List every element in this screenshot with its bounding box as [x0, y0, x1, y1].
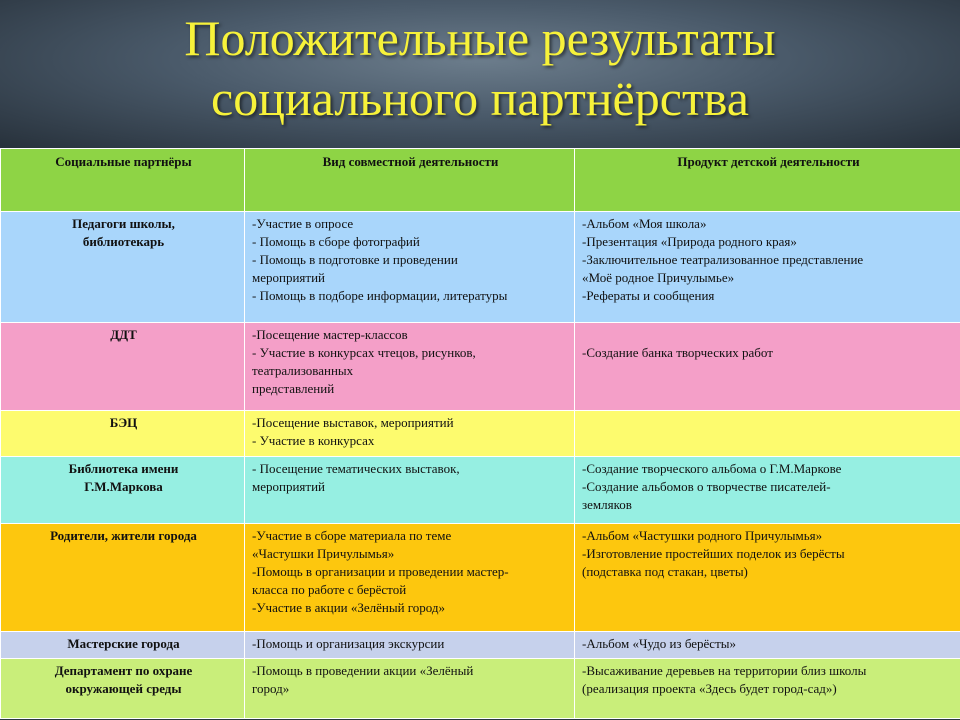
activity-cell [245, 659, 575, 719]
table-row [1, 659, 960, 719]
partner-name: Педагоги школы, [72, 216, 175, 231]
product-line: -Презентация «Природа родного края» [582, 234, 797, 249]
slide-title-line-1: Положительные результаты [184, 10, 776, 66]
table-row [1, 524, 960, 632]
activity-cell [245, 323, 575, 411]
partner-name: Г.М.Маркова [84, 479, 163, 494]
partner-name: Департамент по охране [54, 663, 193, 678]
table-row [1, 323, 960, 411]
product-line: -Создание альбомов о творчестве писателей- [582, 479, 831, 494]
activity-line: -Помощь и организация экскурсии [252, 636, 445, 651]
partner-name: библиотекарь [82, 234, 165, 249]
product-cell [575, 524, 960, 632]
product-line: «Моё родное Причулымье» [582, 270, 735, 285]
partner-name: Мастерские города [67, 636, 180, 651]
product-cell [575, 632, 960, 659]
activity-line: - Помощь в подготовке и проведении [252, 252, 458, 267]
activity-cell [245, 457, 575, 524]
activity-line: представлений [252, 381, 335, 396]
product-line: -Высаживание деревьев на территории близ школы [582, 663, 867, 678]
product-cell [575, 457, 960, 524]
title-band [0, 0, 960, 148]
product-line: -Альбом «Чудо из берёсты» [582, 636, 736, 651]
product-cell [575, 212, 960, 323]
activity-cell [245, 411, 575, 457]
activity-line: - Помощь в сборе фотографий [252, 234, 420, 249]
activity-line: -Участие в акции «Зелёный город» [252, 600, 446, 615]
product-cell [575, 323, 960, 411]
table-row [1, 212, 960, 323]
partner-name: окружающей среды [65, 681, 182, 696]
activity-line: -Помощь в организации и проведении мастер- [252, 564, 509, 579]
partner-cell [1, 524, 245, 632]
table-row [1, 457, 960, 524]
activity-line: мероприятий [252, 270, 325, 285]
activity-line: -Помощь в проведении акции «Зелёный [252, 663, 474, 678]
header-activity: Вид совместной деятельности [245, 149, 575, 212]
partner-cell [1, 632, 245, 659]
partner-name: Библиотека имени [68, 461, 179, 476]
product-cell [575, 659, 960, 719]
header-partners: Социальные партнёры [1, 149, 245, 212]
activity-cell [245, 524, 575, 632]
activity-line: - Участие в конкурсах чтецов, рисунков, [252, 345, 476, 360]
product-line: -Создание банка творческих работ [582, 345, 773, 360]
slide-title [0, 8, 960, 128]
product-line: -Альбом «Моя школа» [582, 216, 707, 231]
activity-line: «Частушки Причулымья» [252, 546, 395, 561]
product-line: (реализация проекта «Здесь будет город-сад») [582, 681, 837, 696]
partners-table [0, 148, 960, 719]
product-line: -Изготовление простейших поделок из берёсты [582, 546, 845, 561]
table-row [1, 632, 960, 659]
activity-line: город» [252, 681, 290, 696]
activity-line: -Участие в сборе материала по теме [252, 528, 452, 543]
product-cell [575, 411, 960, 457]
activity-cell [245, 212, 575, 323]
activity-line: мероприятий [252, 479, 325, 494]
activity-line: -Участие в опросе [252, 216, 354, 231]
product-line: -Заключительное театрализованное представление [582, 252, 864, 267]
partner-name: БЭЦ [109, 415, 138, 430]
activity-line: -Посещение выставок, мероприятий [252, 415, 454, 430]
product-line: земляков [582, 497, 632, 512]
partner-name: ДДТ [110, 327, 137, 342]
product-line: -Создание творческого альбома о Г.М.Маркове [582, 461, 842, 476]
partner-cell [1, 457, 245, 524]
product-line: -Альбом «Частушки родного Причулымья» [582, 528, 823, 543]
activity-line: - Участие в конкурсах [252, 433, 375, 448]
table-header-row [1, 149, 960, 212]
activity-line: - Посещение тематических выставок, [252, 461, 460, 476]
partner-name: Родители, жители города [50, 528, 197, 543]
activity-line: - Помощь в подборе информации, литературы [252, 288, 508, 303]
product-line: (подставка под стакан, цветы) [582, 564, 748, 579]
partner-cell [1, 659, 245, 719]
activity-line: -Посещение мастер-классов [252, 327, 408, 342]
activity-line: класса по работе с берёстой [252, 582, 407, 597]
activity-line: театрализованных [252, 363, 354, 378]
activity-cell [245, 632, 575, 659]
partner-cell [1, 323, 245, 411]
product-line: -Рефераты и сообщения [582, 288, 715, 303]
table-row [1, 411, 960, 457]
slide-title-line-2: социального партнёрства [211, 70, 749, 126]
partner-cell [1, 212, 245, 323]
header-product: Продукт детской деятельности [575, 149, 960, 212]
partner-cell [1, 411, 245, 457]
